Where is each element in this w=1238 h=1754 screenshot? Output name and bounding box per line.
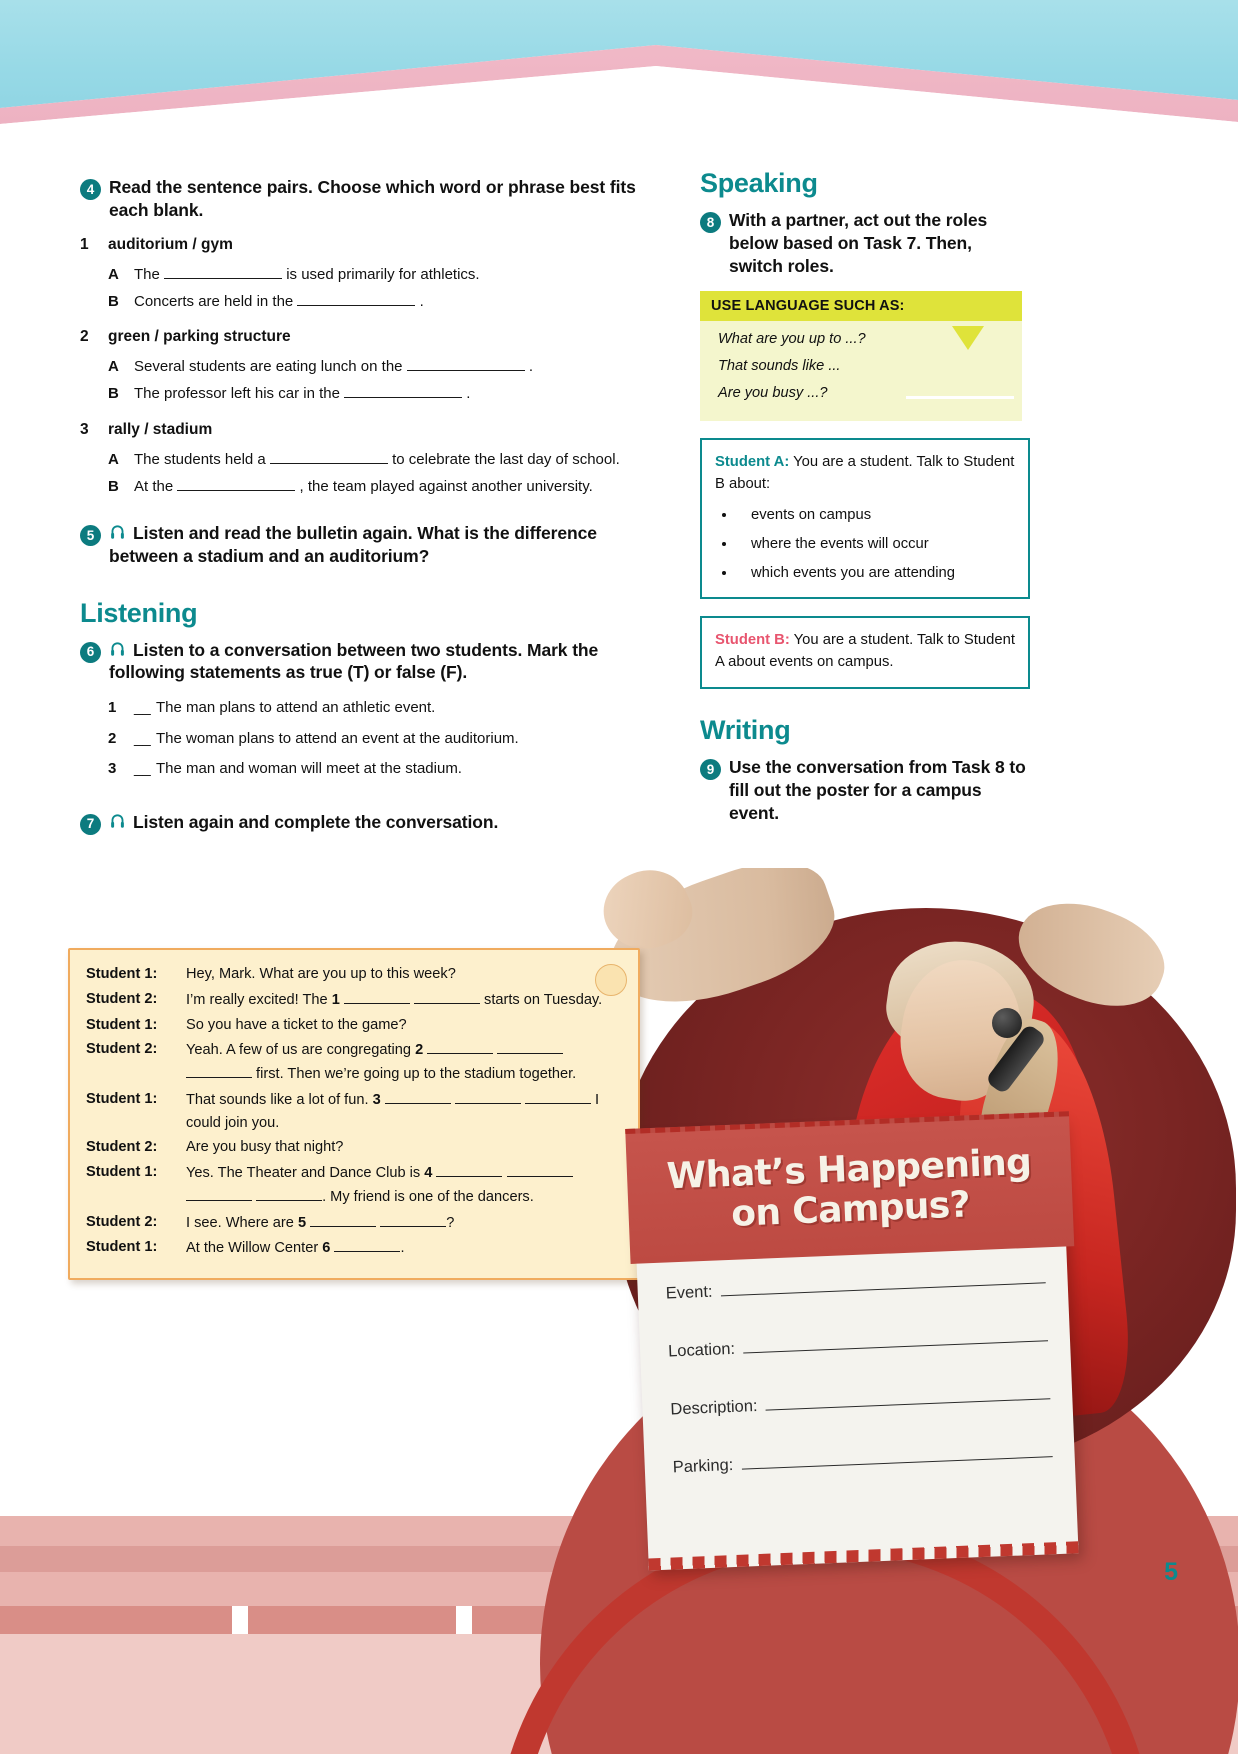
word-pair: auditorium / gym — [108, 235, 233, 253]
dialogue-text: At the Willow Center 6 . — [186, 1236, 622, 1260]
dialogue-speaker: Student 2: — [86, 1139, 158, 1156]
student-b-box — [700, 616, 1030, 689]
section-heading-speaking: Speaking — [700, 168, 818, 198]
sentence-pre: Concerts are held in the — [134, 292, 294, 310]
student-b-label: Student B: — [715, 632, 790, 649]
poster-field-label: Event: — [665, 1282, 713, 1303]
dialogue-row — [86, 1014, 622, 1037]
dialogue-row — [86, 1236, 622, 1260]
answer-blank[interactable]: __ — [134, 760, 151, 777]
sentence-post: . — [419, 292, 424, 310]
list-item: • where the events will occur — [737, 534, 1015, 556]
campus-event-poster — [631, 1118, 1078, 1571]
dialogue-row — [86, 1088, 622, 1135]
item-number: 1 — [108, 699, 117, 716]
answer-blank[interactable] — [186, 1062, 252, 1078]
blank-number: 4 — [424, 1165, 433, 1182]
speech-bubble-tail — [952, 326, 984, 350]
list-item: • events on campus — [737, 505, 1015, 527]
dialogue-text: That sounds like a lot of fun. 3 I could join you. — [186, 1088, 622, 1135]
student-a-bullets — [715, 505, 1015, 584]
task-number-badge: 7 — [80, 814, 101, 835]
answer-blank[interactable]: __ — [134, 729, 151, 747]
true-false-row — [80, 697, 640, 720]
true-false-row — [80, 758, 640, 781]
answer-blank[interactable] — [164, 263, 282, 279]
student-a-intro — [715, 452, 1015, 496]
sentence-post: is used primarily for athletics. — [286, 265, 480, 283]
sentence-b — [80, 475, 640, 498]
answer-blank[interactable] — [407, 355, 525, 371]
answer-blank[interactable] — [310, 1211, 376, 1227]
statement-text: The man plans to attend an athletic event. — [156, 699, 436, 716]
student-b-text: You are a student. Talk to Student A about events on campus. — [715, 632, 1015, 671]
answer-blank[interactable] — [414, 988, 480, 1004]
task-7-text: Listen again and complete the conversation. — [133, 811, 499, 832]
dialogue-row — [86, 1038, 622, 1086]
student-a-box — [700, 438, 1030, 599]
blank-number: 1 — [331, 991, 340, 1008]
sentence-post: . — [466, 385, 471, 403]
dialogue-corner-dot — [595, 964, 627, 996]
dialogue-row — [86, 1161, 622, 1209]
sentence-pre: Several students are eating lunch on the — [134, 358, 403, 375]
statement-text: The man and woman will meet at the stadium. — [156, 760, 462, 777]
sentence-label: A — [108, 265, 119, 283]
task-6-text: Listen to a conversation between two students. Mark the following statements as true (T) or false (F). — [109, 639, 599, 683]
sentence-label: A — [108, 358, 119, 375]
answer-blank[interactable] — [334, 1236, 400, 1252]
right-column — [700, 168, 1030, 828]
dialogue-row — [86, 988, 622, 1012]
answer-blank[interactable] — [525, 1088, 591, 1104]
dialogue-text: Yes. The Theater and Dance Club is 4 . My friend is one of the dancers. — [186, 1161, 622, 1209]
dialogue-speaker: Student 2: — [86, 1213, 158, 1230]
answer-blank[interactable] — [436, 1161, 502, 1177]
sentence-post: , the team played against another university. — [299, 477, 593, 495]
dialogue-speaker: Student 2: — [86, 1041, 158, 1058]
poster-field-label: Location: — [667, 1339, 736, 1361]
exercise-item-2 — [80, 328, 640, 406]
dialogue-text: I’m really excited! The 1 starts on Tuesday. — [186, 988, 622, 1012]
sentence-text — [134, 475, 640, 498]
sentence-pre: The — [134, 265, 160, 283]
task-9 — [700, 756, 1030, 824]
dialogue-speaker: Student 1: — [86, 1164, 158, 1181]
sentence-a — [80, 355, 640, 378]
dialogue-text: Yeah. A few of us are congregating 2 first. Then we’re going up to the stadium together. — [186, 1038, 622, 1086]
dialogue-text: So you have a ticket to the game? — [186, 1016, 407, 1033]
exercise-item-3 — [80, 421, 640, 499]
true-false-row — [80, 728, 640, 751]
item-number: 3 — [108, 760, 117, 777]
task-number-badge: 6 — [80, 642, 101, 663]
answer-blank[interactable] — [455, 1088, 521, 1104]
task-9-prompt: Use the conversation from Task 8 to fill out the poster for a campus event. — [729, 757, 1026, 823]
sentence-text — [134, 382, 640, 405]
list-item: • which events you are attending — [737, 563, 1015, 585]
blank-number: 2 — [415, 1042, 424, 1059]
use-language-phrase: Are you busy ...? — [718, 384, 828, 401]
word-pair-heading — [80, 421, 640, 439]
dialogue-text: Are you busy that night? — [186, 1139, 344, 1156]
left-column — [80, 176, 640, 839]
sentence-pre: At the — [134, 477, 174, 495]
decorative-line — [906, 396, 1014, 399]
poster-field-line[interactable] — [743, 1326, 1048, 1353]
sentence-a — [80, 448, 640, 471]
task-8-prompt: With a partner, act out the roles below based on Task 7. Then, switch roles. — [729, 210, 988, 276]
dialogue-speaker: Student 1: — [86, 1090, 158, 1107]
item-number: 2 — [80, 328, 89, 345]
answer-blank[interactable] — [344, 382, 462, 398]
dialogue-text: I see. Where are 5 ? — [186, 1211, 622, 1235]
answer-blank[interactable] — [380, 1211, 446, 1227]
poster-fields — [665, 1268, 1054, 1515]
answer-blank[interactable] — [177, 475, 295, 491]
answer-blank[interactable] — [507, 1161, 573, 1177]
poster-title-line2: on Campus? — [730, 1183, 971, 1235]
word-pair-heading — [80, 236, 640, 254]
poster-title-line1: What’s Happening — [665, 1141, 1032, 1198]
dialogue-text: Hey, Mark. What are you up to this week? — [186, 966, 456, 982]
task-4-prompt: Read the sentence pairs. Choose which word or phrase best fits each blank. — [109, 177, 636, 220]
blank-number: 5 — [297, 1214, 307, 1231]
sentence-text — [134, 355, 640, 378]
sentence-text — [134, 290, 640, 313]
poster-field-row — [668, 1326, 1048, 1361]
item-number: 1 — [80, 235, 89, 253]
headphones-icon — [109, 524, 126, 541]
dialogue-box — [68, 948, 640, 1280]
use-language-phrase: What are you up to ...? — [718, 331, 866, 348]
task-number-badge: 5 — [80, 525, 101, 546]
use-language-header: USE LANGUAGE SUCH AS: — [700, 291, 1022, 321]
task-5 — [80, 522, 640, 568]
sentence-post: to celebrate the last day of school. — [392, 450, 620, 468]
use-language-box — [700, 291, 1022, 421]
task-6 — [80, 639, 640, 685]
answer-blank[interactable] — [256, 1185, 322, 1201]
dialogue-speaker: Student 1: — [86, 1016, 158, 1033]
dialogue-box-wrapper — [68, 948, 640, 1280]
word-pair-heading — [80, 328, 640, 346]
word-pair: green / parking structure — [108, 328, 291, 345]
exercise-4-list — [80, 236, 640, 499]
blank-number: 6 — [322, 1240, 331, 1257]
answer-blank[interactable] — [297, 290, 415, 306]
poster-field-row — [672, 1442, 1052, 1477]
task-number-badge: 4 — [80, 179, 101, 200]
word-pair: rally / stadium — [108, 420, 213, 438]
true-false-list — [80, 697, 640, 781]
poster-field-line[interactable] — [741, 1442, 1053, 1469]
sentence-a — [80, 263, 640, 286]
poster-field-label: Parking: — [672, 1455, 734, 1477]
section-heading-listening: Listening — [80, 597, 198, 628]
task-4 — [80, 176, 640, 222]
exercise-item-1 — [80, 236, 640, 314]
dialogue-speaker: Student 1: — [86, 1239, 158, 1256]
answer-blank[interactable] — [270, 448, 388, 464]
task-7-prompt — [109, 811, 498, 834]
sentence-text — [134, 263, 640, 286]
task-number-badge: 9 — [700, 759, 721, 780]
section-heading-writing: Writing — [700, 715, 791, 746]
task-7 — [80, 811, 640, 835]
dialogue-speaker: Student 1: — [86, 966, 158, 982]
headphones-icon — [109, 813, 126, 830]
poster-title-band — [625, 1111, 1074, 1264]
dialogue-row — [86, 1136, 622, 1159]
use-language-phrase: That sounds like ... — [718, 357, 841, 374]
statement-text: The woman plans to attend an event at the auditorium. — [156, 729, 519, 747]
poster-field-line[interactable] — [765, 1384, 1050, 1410]
poster-field-label: Description: — [670, 1396, 758, 1419]
student-a-label: Student A: — [715, 454, 790, 471]
sentence-b — [80, 290, 640, 313]
sentence-b — [80, 382, 640, 405]
poster-field-row — [670, 1384, 1050, 1419]
answer-blank[interactable] — [344, 988, 410, 1004]
sentence-label: B — [108, 292, 119, 310]
sentence-text — [134, 448, 640, 471]
answer-blank[interactable] — [385, 1088, 451, 1104]
task-6-prompt — [109, 639, 640, 685]
item-number: 2 — [108, 729, 117, 747]
task-8 — [700, 209, 1030, 277]
student-a-text: You are a student. Talk to Student B about: — [715, 454, 1015, 493]
task-5-prompt — [109, 522, 640, 568]
page-number: 5 — [1164, 1558, 1178, 1586]
dialogue-row — [86, 1211, 622, 1235]
task-5-text: Listen and read the bulletin again. What is the difference between a stadium and an auditorium? — [109, 523, 597, 566]
sentence-label: B — [108, 385, 119, 403]
dialogue-row — [86, 963, 622, 986]
item-number: 3 — [80, 420, 89, 438]
answer-blank[interactable] — [186, 1185, 252, 1201]
answer-blank[interactable] — [497, 1038, 563, 1054]
sentence-pre: The professor left his car in the — [134, 385, 340, 403]
headphones-icon — [109, 641, 126, 658]
sentence-label: A — [108, 450, 119, 468]
student-b-intro — [715, 630, 1015, 674]
sentence-pre: The students held a — [134, 450, 266, 468]
answer-blank[interactable]: __ — [134, 699, 151, 716]
blank-number: 3 — [372, 1091, 381, 1108]
sentence-label: B — [108, 477, 119, 495]
answer-blank[interactable] — [427, 1038, 493, 1054]
dialogue-speaker: Student 2: — [86, 990, 158, 1007]
sentence-post: . — [528, 358, 534, 375]
task-number-badge: 8 — [700, 212, 721, 233]
